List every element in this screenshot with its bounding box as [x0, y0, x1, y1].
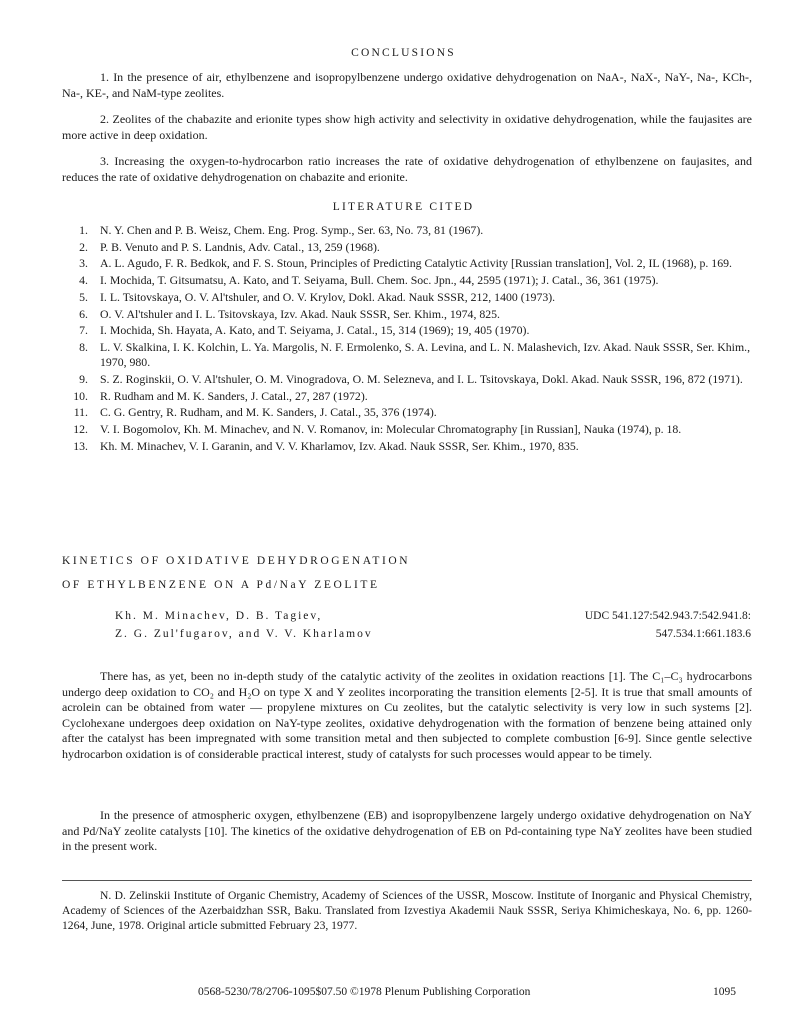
affiliation-footnote: N. D. Zelinskii Institute of Organic Chemistry, Academy of Sciences of the USSR, Moscow. Institute of Inorganic and Physical Chemistry, Academy of Sciences of the Azerbaidzhan SSR, Baku. Translated from Izvestiya Akademii Nauk SSSR, Seriya Khimicheskaya, No. 6, pp. 1260-1264, June, 1978. Original article submitted February 23, 1977.: [62, 889, 752, 933]
authors-line-2: Z. G. Zul'fugarov, and V. V. Kharlamov: [115, 628, 373, 640]
article-paragraph-2: In the presence of atmospheric oxygen, ethylbenzene (EB) and isopropylbenzene largely undergo oxidative dehydrogenation on NaY and Pd/NaY zeolite catalysts [10]. The kinetics of the oxidative dehydrogenation of EB on Pd-containing type NaY zeolites have been studied in the present work.: [62, 808, 752, 853]
reference-item: 8 . L. V. Skalkina, I. K. Kolchin, L. Ya. Margolis, N. F. Ermolenko, S. A. Levina, and L. N. Malashevich, Izv. Akad. Nauk SSSR, Ser. Khim., 1970, 980.: [62, 340, 762, 371]
reference-item: 9 . S. Z. Roginskii, O. V. Al'tshuler, O. M. Vinogradova, O. M. Selezneva, and I. L. Tsitovskaya, Dokl. Akad. Nauk SSSR, 196, 872 (1971).: [62, 372, 762, 387]
conclusion-item-2: 2. Zeolites of the chabazite and erionite types show high activity and selectivity in oxidative dehydrogenation, while the faujasites are more active in deep oxidation.: [62, 112, 752, 142]
reference-item: 5 . I. L. Tsitovskaya, O. V. Al'tshuler, and O. V. Krylov, Dokl. Akad. Nauk SSSR, 212, 1400 (1973).: [62, 290, 762, 305]
literature-heading: LITERATURE CITED: [332, 201, 475, 213]
reference-item: 7 . I. Mochida, Sh. Hayata, A. Kato, and T. Seiyama, J. Catal., 15, 314 (1969); 19, 405 (1970).: [62, 323, 762, 338]
reference-item: 4 . I. Mochida, T. Gitsumatsu, A. Kato, and T. Seiyama, Bull. Chem. Soc. Jpn., 44, 2595 (1971); J. Catal., 36, 361 (1975).: [62, 273, 762, 288]
udc-line-2: 547.534.1:661.183.6: [655, 628, 751, 640]
page-number: 1095: [713, 986, 736, 998]
footnote-divider: [62, 880, 752, 881]
reference-item: 13 . Kh. M. Minachev, V. I. Garanin, and V. V. Kharlamov, Izv. Akad. Nauk SSSR, Ser. Khim., 1970, 835.: [62, 439, 762, 454]
authors-line-1: Kh. M. Minachev, D. B. Tagiev,: [115, 610, 323, 622]
reference-list: [62, 223, 762, 456]
conclusion-item-3: 3. Increasing the oxygen-to-hydrocarbon ratio increases the rate of oxidative dehydrogenation of ethylbenzene on faujasites, and reduces the rate of oxidative dehydrogenation on chabazite and erionite.: [62, 154, 752, 184]
reference-item: 1 . N. Y. Chen and P. B. Weisz, Chem. Eng. Prog. Symp., Ser. 63, No. 73, 81 (1967).: [62, 223, 762, 238]
reference-item: 6 . O. V. Al'tshuler and I. L. Tsitovskaya, Izv. Akad. Nauk SSSR, Ser. Khim., 1974, 825.: [62, 307, 762, 322]
reference-item: 12 . V. I. Bogomolov, Kh. M. Minachev, and N. V. Romanov, in: Molecular Chromatography [in Russian], Nauka (1974), p. 18.: [62, 422, 762, 437]
reference-item: 3 . A. L. Agudo, F. R. Bedkok, and F. S. Stoun, Principles of Predicting Catalytic Activity [Russian translation], Vol. 2, IL (1968), p. 169.: [62, 256, 762, 271]
udc-code: [491, 607, 751, 643]
reference-item: 2 . P. B. Venuto and P. S. Landnis, Adv. Catal., 13, 259 (1968).: [62, 240, 762, 255]
conclusions-heading: CONCLUSIONS: [351, 47, 456, 59]
article-title-line-1: KINETICS OF OXIDATIVE DEHYDROGENATION: [62, 555, 411, 567]
publisher-line: 0568-5230/78/2706-1095$07.50 ©1978 Plenum Publishing Corporation: [198, 986, 531, 998]
conclusion-item-1: 1. In the presence of air, ethylbenzene and isopropylbenzene undergo oxidative dehydrogenation on NaA-, NaX-, NaY-, Na-, KCh-, Na-, KE-, and NaM-type zeolites.: [62, 70, 752, 100]
article-title-line-2: OF ETHYLBENZENE ON A Pd/NaY ZEOLITE: [62, 579, 380, 591]
udc-line-1: UDC 541.127:542.943.7:542.941.8:: [584, 610, 751, 622]
article-paragraph-1: There has, as yet, been no in-depth study of the catalytic activity of the zeolites in oxidation reactions [1]. The C₁–C₃ hydrocarbons undergo deep oxidation to CO₂ and H₂O on type X and Y zeolites incorporating the transition elements [2-5]. It is true that small amounts of acrolein can be obtained from water — propylene mixtures on Cu zeolites, but the catalytic selectivity is very low in such systems [2]. Cyclohexane undergoes deep oxidation on NaY-type zeolites, oxidative dehydrogenation with the formation of benzene being attained only after the catalyst has been impregnated with some transition metal and then subjected to complete combustion [6-9]. Since gentle selective hydrocarbon oxidation is of considerable practical interest, study of catalysts for such processes would appear to be timely.: [62, 669, 752, 761]
article-authors: [115, 607, 475, 643]
reference-item: 10 . R. Rudham and M. K. Sanders, J. Catal., 27, 287 (1972).: [62, 389, 762, 404]
reference-item: 11 . C. G. Gentry, R. Rudham, and M. K. Sanders, J. Catal., 35, 376 (1974).: [62, 405, 762, 420]
